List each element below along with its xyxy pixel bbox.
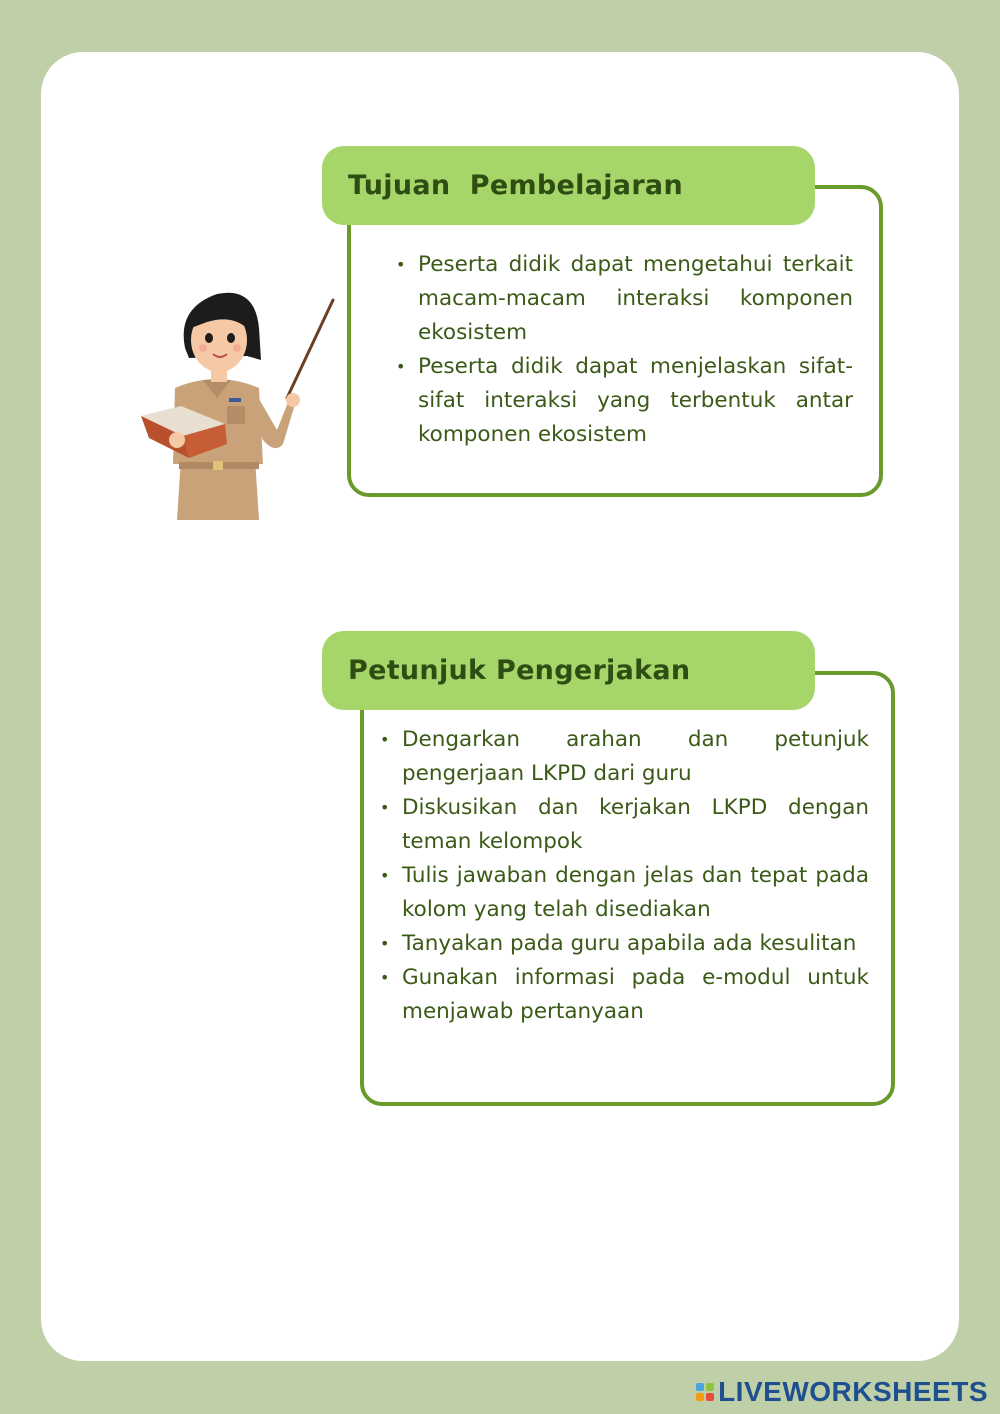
instructions-title: Petunjuk Pengerjakan <box>322 631 815 710</box>
list-item: • Peserta didik dapat mengetahui terkait macam-macam interaksi komponen ekosistem <box>396 248 853 350</box>
page-card <box>41 52 959 1361</box>
list-item: • Tulis jawaban dengan jelas dan tepat pada kolom yang telah disediakan <box>380 859 869 927</box>
list-item: • Diskusikan dan kerjakan LKPD dengan teman kelompok <box>380 791 869 859</box>
list-item: • Tanyakan pada guru apabila ada kesulitan <box>380 927 869 961</box>
list-item: • Dengarkan arahan dan petunjuk pengerjaan LKPD dari guru <box>380 723 869 791</box>
list-item: • Peserta didik dapat menjelaskan sifat-sifat interaksi yang terbentuk antar komponen ekosistem <box>396 350 853 452</box>
brand-name: LIVEWORKSHEETS <box>718 1376 988 1407</box>
list-item: • Gunakan informasi pada e-modul untuk menjawab pertanyaan <box>380 961 869 1029</box>
learning-objectives-title: Tujuan Pembelajaran <box>322 146 815 225</box>
teacher-illustration <box>137 288 342 523</box>
liveworksheets-logo <box>696 1376 988 1408</box>
learning-objectives-list <box>396 248 853 452</box>
instructions-list <box>380 723 869 1029</box>
brand-icon <box>696 1383 714 1401</box>
